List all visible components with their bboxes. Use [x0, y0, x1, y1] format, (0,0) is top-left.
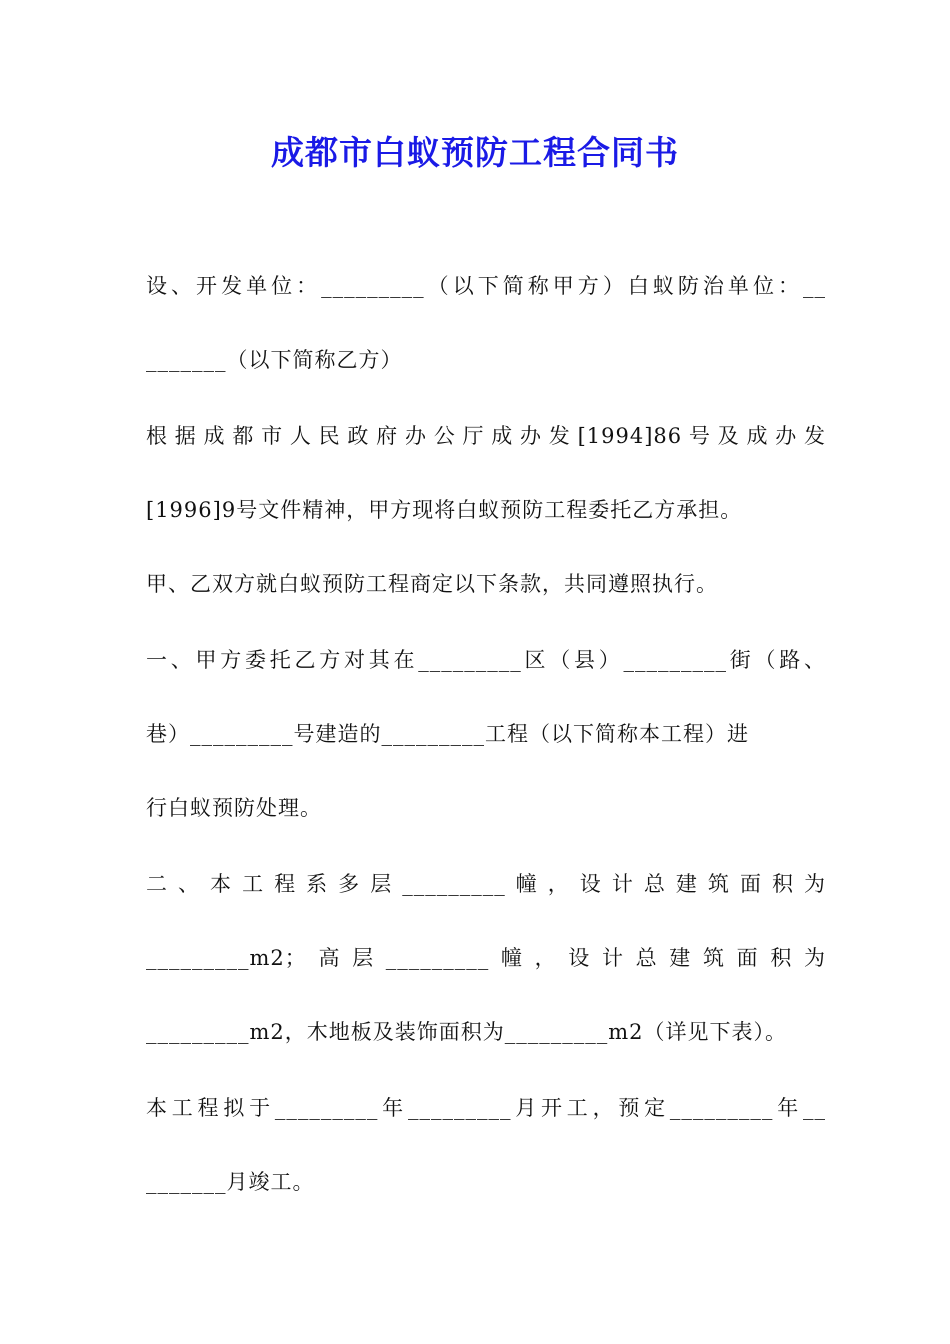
- paragraph-line: _________m2，木地板及装饰面积为_________m2（详见下表）。: [146, 1020, 788, 1044]
- paragraph-line: 本工程拟于_________年_________月开工，预定_________年__: [146, 1096, 826, 1120]
- paragraph-line: _______月竣工。: [146, 1170, 315, 1194]
- paragraph-line: _________m2；高层_________幢，设计总建筑面积为: [146, 946, 826, 970]
- paragraph-line: [1996]9号文件精神，甲方现将白蚁预防工程委托乙方承担。: [146, 498, 743, 522]
- paragraph-line: 一、甲方委托乙方对其在_________区（县）_________街（路、: [146, 648, 826, 672]
- paragraph-line: 设、开发单位：_________（以下简称甲方）白蚁防治单位：__: [146, 274, 826, 298]
- paragraph-line: _______（以下简称乙方）: [146, 348, 403, 372]
- paragraph-line: 根据成都市人民政府办公厅成办发[1994]86号及成办发: [146, 424, 826, 448]
- paragraph-line: 行白蚁预防处理。: [146, 796, 322, 820]
- paragraph-line: 甲、乙双方就白蚁预防工程商定以下条款，共同遵照执行。: [146, 572, 718, 596]
- paragraph-line: 二、本工程系多层_________幢，设计总建筑面积为: [146, 872, 826, 896]
- paragraph-line: 巷）_________号建造的_________工程（以下简称本工程）进: [146, 722, 749, 746]
- document-title: 成都市白蚁预防工程合同书: [271, 133, 679, 172]
